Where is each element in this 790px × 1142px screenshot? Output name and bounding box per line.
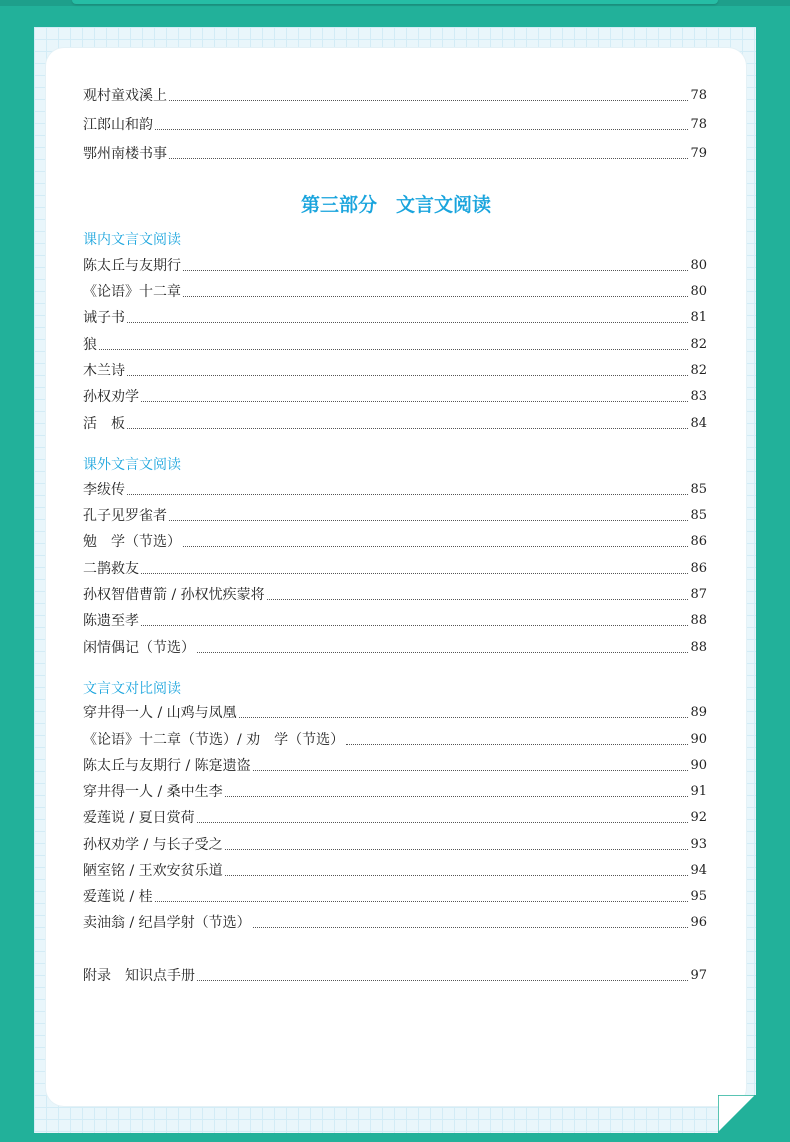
entry-title: 孙权劝学 / 与长子受之 (83, 837, 223, 853)
toc-entry[interactable] (83, 782, 707, 802)
entry-page: 86 (690, 534, 707, 549)
toc-entry[interactable] (83, 86, 707, 106)
toc-entry[interactable] (83, 282, 707, 302)
toc-entry[interactable] (83, 913, 707, 933)
entry-title: 穿井得一人 / 山鸡与凤凰 (83, 705, 237, 721)
entry-title: 爱莲说 / 夏日赏荷 (83, 810, 195, 826)
dot-leader (197, 822, 689, 823)
dot-leader (239, 717, 689, 718)
entry-page: 96 (690, 915, 707, 930)
part-title: 第三部分 文言文阅读 (300, 194, 491, 216)
dot-leader (155, 901, 689, 902)
section-heading: 课外文言文阅读 (83, 457, 181, 473)
entry-page: 83 (690, 389, 707, 404)
entry-page: 82 (690, 337, 707, 352)
entry-page: 79 (690, 146, 707, 161)
entry-page: 84 (690, 416, 707, 431)
entry-page: 95 (690, 889, 707, 904)
toc-entry[interactable] (83, 256, 707, 276)
entry-title: 李绂传 (83, 482, 125, 498)
entry-title: 卖油翁 / 纪昌学射（节选） (83, 915, 251, 931)
toc-entry[interactable] (83, 480, 707, 500)
entry-page: 97 (690, 968, 707, 983)
toc-entry[interactable] (83, 144, 707, 164)
entry-title: 孙权劝学 (83, 389, 139, 405)
entry-title: 江郎山和韵 (83, 117, 153, 133)
toc-entry[interactable] (83, 506, 707, 526)
dot-leader (155, 129, 688, 130)
toc-entry[interactable] (83, 730, 707, 750)
entry-page: 87 (690, 587, 707, 602)
entry-page: 94 (690, 863, 707, 878)
top-tab (72, 0, 718, 4)
dot-leader (127, 322, 688, 323)
entry-title: 孔子见罗雀者 (83, 508, 167, 524)
page-fold-corner (718, 1095, 756, 1133)
dot-leader (267, 599, 689, 600)
toc-entry[interactable] (83, 887, 707, 907)
toc-entry[interactable] (83, 756, 707, 776)
entry-title: 《论语》十二章 (83, 284, 181, 300)
section-heading: 课内文言文阅读 (83, 232, 181, 248)
entry-title: 观村童戏溪上 (83, 88, 167, 104)
dot-leader (127, 494, 688, 495)
entry-title: 陈遗至孝 (83, 613, 139, 629)
entry-title: 《论语》十二章（节选）/ 劝 学（节选） (83, 732, 345, 748)
toc-entry[interactable] (83, 703, 707, 723)
entry-title: 陋室铭 / 王欢安贫乐道 (83, 863, 223, 879)
dot-leader (169, 520, 688, 521)
entry-title: 二鹊救友 (83, 561, 139, 577)
toc-entry[interactable] (83, 361, 707, 381)
entry-page: 90 (690, 732, 707, 747)
dot-leader (169, 100, 688, 101)
entry-page: 81 (690, 310, 707, 325)
entry-title: 诫子书 (83, 310, 125, 326)
entry-title: 孙权智借曹箭 / 孙权忧疾蒙将 (83, 587, 265, 603)
entry-page: 89 (690, 705, 707, 720)
toc-entry-appendix[interactable] (83, 966, 707, 986)
entry-title: 木兰诗 (83, 363, 125, 379)
dot-leader (127, 428, 688, 429)
entry-title: 活 板 (83, 416, 125, 432)
toc-entry[interactable] (83, 559, 707, 579)
toc-entry[interactable] (83, 532, 707, 552)
entry-title: 鄂州南楼书事 (83, 146, 167, 162)
toc-entry[interactable] (83, 308, 707, 328)
toc-entry[interactable] (83, 808, 707, 828)
entry-title: 狼 (83, 337, 97, 353)
section-heading: 文言文对比阅读 (83, 681, 181, 697)
dot-leader (253, 770, 689, 771)
dot-leader (225, 875, 689, 876)
entry-page: 85 (690, 482, 707, 497)
entry-page: 91 (690, 784, 707, 799)
toc-entry[interactable] (83, 835, 707, 855)
entry-title: 陈太丘与友期行 (83, 258, 181, 274)
dot-leader (169, 158, 688, 159)
entry-page: 82 (690, 363, 707, 378)
entry-page: 86 (690, 561, 707, 576)
entry-title: 陈太丘与友期行 / 陈寔遗盗 (83, 758, 251, 774)
entry-page: 88 (690, 640, 707, 655)
dot-leader (197, 652, 688, 653)
toc-entry[interactable] (83, 638, 707, 658)
entry-page: 78 (690, 88, 707, 103)
dot-leader (141, 573, 688, 574)
entry-title: 闲情偶记（节选） (83, 640, 195, 656)
entry-title: 穿井得一人 / 桑中生李 (83, 784, 223, 800)
toc-entry[interactable] (83, 115, 707, 135)
entry-page: 80 (690, 258, 707, 273)
dot-leader (225, 849, 689, 850)
toc-entry[interactable] (83, 611, 707, 631)
entry-page: 80 (690, 284, 707, 299)
dot-leader (183, 270, 688, 271)
entry-page: 92 (690, 810, 707, 825)
dot-leader (127, 375, 688, 376)
entry-page: 93 (690, 837, 707, 852)
dot-leader (141, 401, 688, 402)
entry-page: 90 (690, 758, 707, 773)
entry-page: 78 (690, 117, 707, 132)
dot-leader (346, 744, 688, 745)
dot-leader (99, 349, 688, 350)
entry-title: 勉 学（节选） (83, 534, 181, 550)
toc-entry[interactable] (83, 387, 707, 407)
toc-entry[interactable] (83, 414, 707, 434)
toc-entry[interactable] (83, 585, 707, 605)
entry-page: 88 (690, 613, 707, 628)
entry-page: 85 (690, 508, 707, 523)
dot-leader (225, 796, 689, 797)
dot-leader (253, 927, 689, 928)
entry-title: 附录 知识点手册 (83, 968, 195, 984)
top-strip (0, 0, 790, 6)
toc-entry[interactable] (83, 861, 707, 881)
entry-title: 爱莲说 / 桂 (83, 889, 153, 905)
dot-leader (183, 546, 688, 547)
dot-leader (197, 980, 688, 981)
toc-entry[interactable] (83, 335, 707, 355)
dot-leader (183, 296, 688, 297)
dot-leader (141, 625, 688, 626)
